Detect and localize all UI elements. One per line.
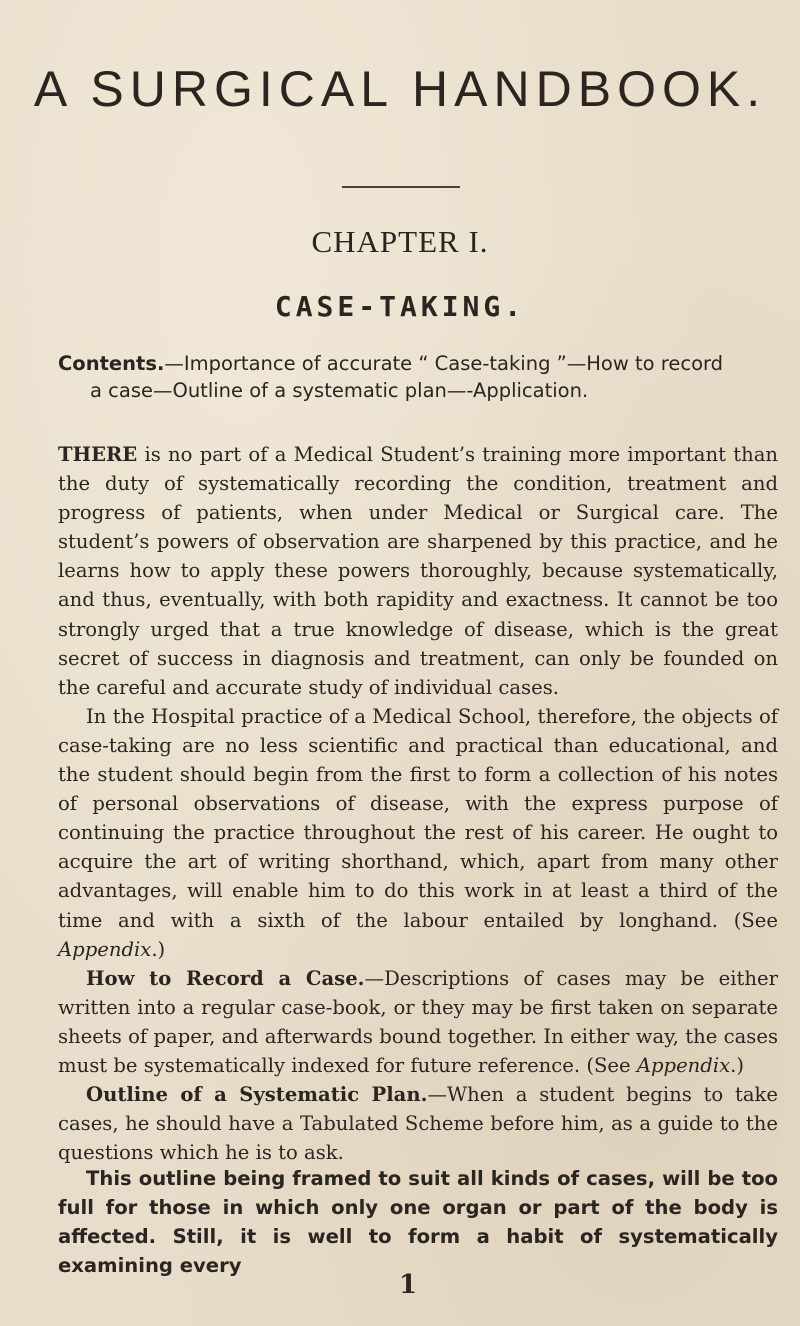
contents-summary — [58, 350, 778, 404]
contents-text-line2: a case—Outline of a systematic plan—-Application. — [90, 379, 589, 402]
paragraph-2 — [58, 702, 778, 964]
paragraph-1 — [58, 440, 778, 702]
paragraph-2-end: .) — [151, 937, 166, 961]
paragraph-5: This outline being framed to suit all kinds of cases, will be too full for those in which only one organ or part of the body is affected. Still, it is well to form a habit of systematically examining every — [58, 1167, 778, 1278]
paragraph-4-heading: Outline of a Systematic Plan. — [86, 1083, 428, 1107]
chapter-heading: CHAPTER I. — [311, 224, 489, 259]
contents-label: Contents. — [58, 352, 165, 375]
book-title: A SURGICAL HANDBOOK. — [33, 61, 767, 117]
paragraph-1-text: is no part of a Medical Student’s training more important than the duty of systematically recording the condition, treatment and progress of patients, when under Medical or Surgical care. The student’s powers of observation are sharpened by this practice, and he learns how to apply these powers thoroughly, because systematically, and thus, eventually, with both rapidity and exactness. It cannot be too strongly urged that a true knowledge of disease, which is the great secret of success in diagnosis and treatment, can only be founded on the careful and accurate study of individual cases. — [58, 443, 778, 699]
paragraph-3-heading: How to Record a Case. — [86, 966, 365, 990]
paragraph-3-text: —Descriptions of cases may be either written into a regular case-book, or they may be first taken on separate sheets of paper, and afterwards bound together. In either way, the cases must be systematically indexed for future reference. — [58, 966, 778, 1077]
paragraph-3 — [58, 964, 778, 1080]
page-number: 1 — [398, 1270, 418, 1300]
body-text — [58, 440, 778, 1167]
paragraph-3-see: (See — [586, 1053, 637, 1077]
paragraph-3-end: .) — [730, 1053, 745, 1077]
contents-text-line1: —Importance of accurate “ Case-taking ”—How to record — [164, 352, 724, 375]
paragraph-3-appendix: Appendix — [636, 1053, 731, 1077]
paragraph-2-text: In the Hospital practice of a Medical School, therefore, the objects of case-taking are no less scientific and practical than educational, and the student should begin from the first to form a collection of his notes of personal observations of disease, with the express purpose of continuing the practice throughout the rest of his career. He ought to acquire the art of writing shorthand, which, apart from many other advantages, will enable him to do this work in at least a third of the time and with a sixth of the labour entailed by longhand. — [58, 704, 778, 932]
paragraph-2-appendix: Appendix — [58, 937, 152, 961]
section-title: CASE-TAKING. — [274, 290, 526, 323]
paragraph-2-see: (See — [733, 908, 778, 932]
paragraph-1-lead: THERE — [58, 443, 138, 466]
paragraph-4-text: —When a student begins to take cases, he should have a Tabulated Scheme before him, as a guide to the questions which he is to ask. — [58, 1083, 778, 1165]
paragraph-4 — [58, 1080, 778, 1167]
title-rule — [342, 186, 460, 188]
body-text-continued — [58, 1164, 778, 1280]
